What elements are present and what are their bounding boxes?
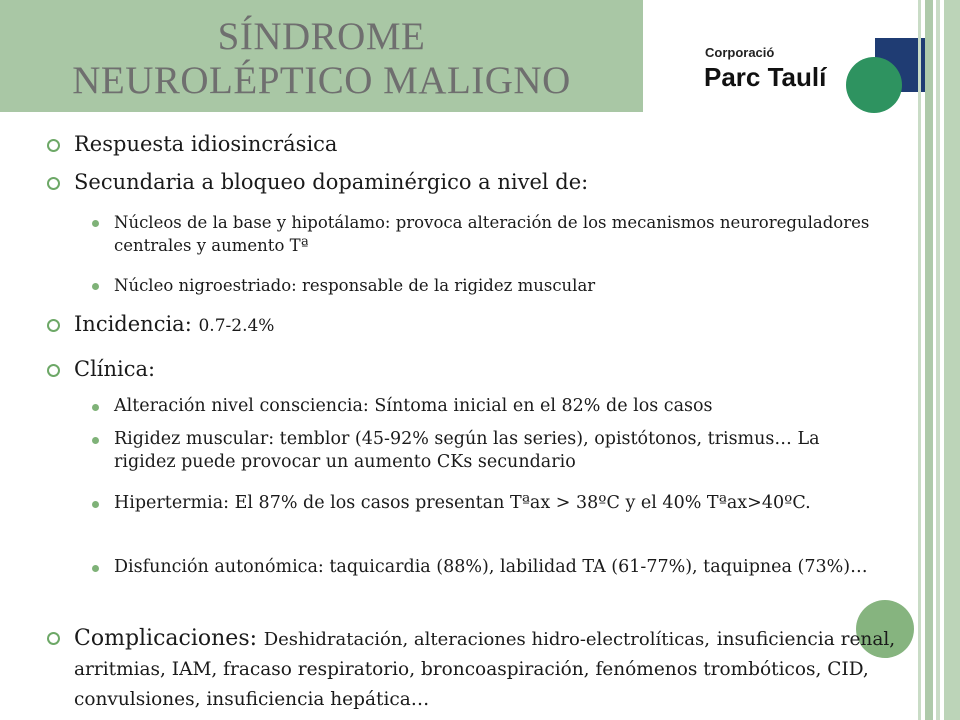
bullet-incidencia xyxy=(74,311,274,339)
sub-bullet-nigroestriado: Núcleo nigroestriado: responsable de la rigidez muscular xyxy=(114,276,596,295)
bullet-ring-icon xyxy=(47,139,60,152)
sub-bullet-dot-icon xyxy=(92,437,99,444)
bullet-ring-icon xyxy=(47,364,60,377)
logo-big-text: Parc Taulí xyxy=(704,62,827,92)
complicaciones-value: Deshidratación, alteraciones hidro-electrolíticas, xyxy=(263,629,711,650)
incidencia-label: Incidencia: xyxy=(74,312,192,336)
complicaciones-rest: insuficiencia renal, arritmias, IAM, fracaso respiratorio, broncoaspiración, fenómenos trombóticos, CID, convulsiones, insuficiencia hepática… xyxy=(74,629,896,710)
sub-bullet-hipertermia: Hipertermia: El 87% de los casos presentan Tªax > 38ºC y el 40% Tªax>40ºC. xyxy=(114,493,811,513)
sub-bullet-dot-icon xyxy=(92,565,99,572)
incidencia-value: 0.7-2.4% xyxy=(198,316,275,336)
bullet-clinica: Clínica: xyxy=(74,357,156,381)
bullet-ring-icon xyxy=(47,319,60,332)
bullet-complicaciones xyxy=(74,624,904,714)
bullet-ring-icon xyxy=(47,177,60,190)
sub-bullet-dot-icon xyxy=(92,501,99,508)
slide-title-line2: NEUROLÉPTICO MALIGNO xyxy=(72,59,571,102)
sub-bullet-rigidez: Rigidez muscular: temblor (45-92% según las series), opistótonos, trismus… La rigidez puede provocar un aumento CKs secundario xyxy=(114,429,820,472)
bullet-ring-icon xyxy=(47,632,60,645)
sub-bullet-dot-icon xyxy=(92,283,99,290)
sub-bullet-disfuncion: Disfunción autonómica: taquicardia (88%), labilidad TA (61-77%), taquipnea (73%)… xyxy=(114,557,868,577)
sub-bullet-consciencia: Alteración nivel consciencia: Síntoma inicial en el 82% de los casos xyxy=(114,396,713,416)
sub-bullet-nucleos: Núcleos de la base y hipotálamo: provoca alteración de los mecanismos neuroreguladores centrales y aumento Tª xyxy=(114,213,870,255)
slide-title-line1: SÍNDROME xyxy=(217,15,426,58)
bullet-secundaria: Secundaria a bloqueo dopaminérgico a nivel de: xyxy=(74,170,589,194)
logo-small-text: Corporació xyxy=(705,45,775,60)
bullet-respuesta: Respuesta idiosincrásica xyxy=(74,132,338,156)
complicaciones-label: Complicaciones: xyxy=(74,626,258,651)
sub-bullet-dot-icon xyxy=(92,220,99,227)
sub-bullet-dot-icon xyxy=(92,404,99,411)
